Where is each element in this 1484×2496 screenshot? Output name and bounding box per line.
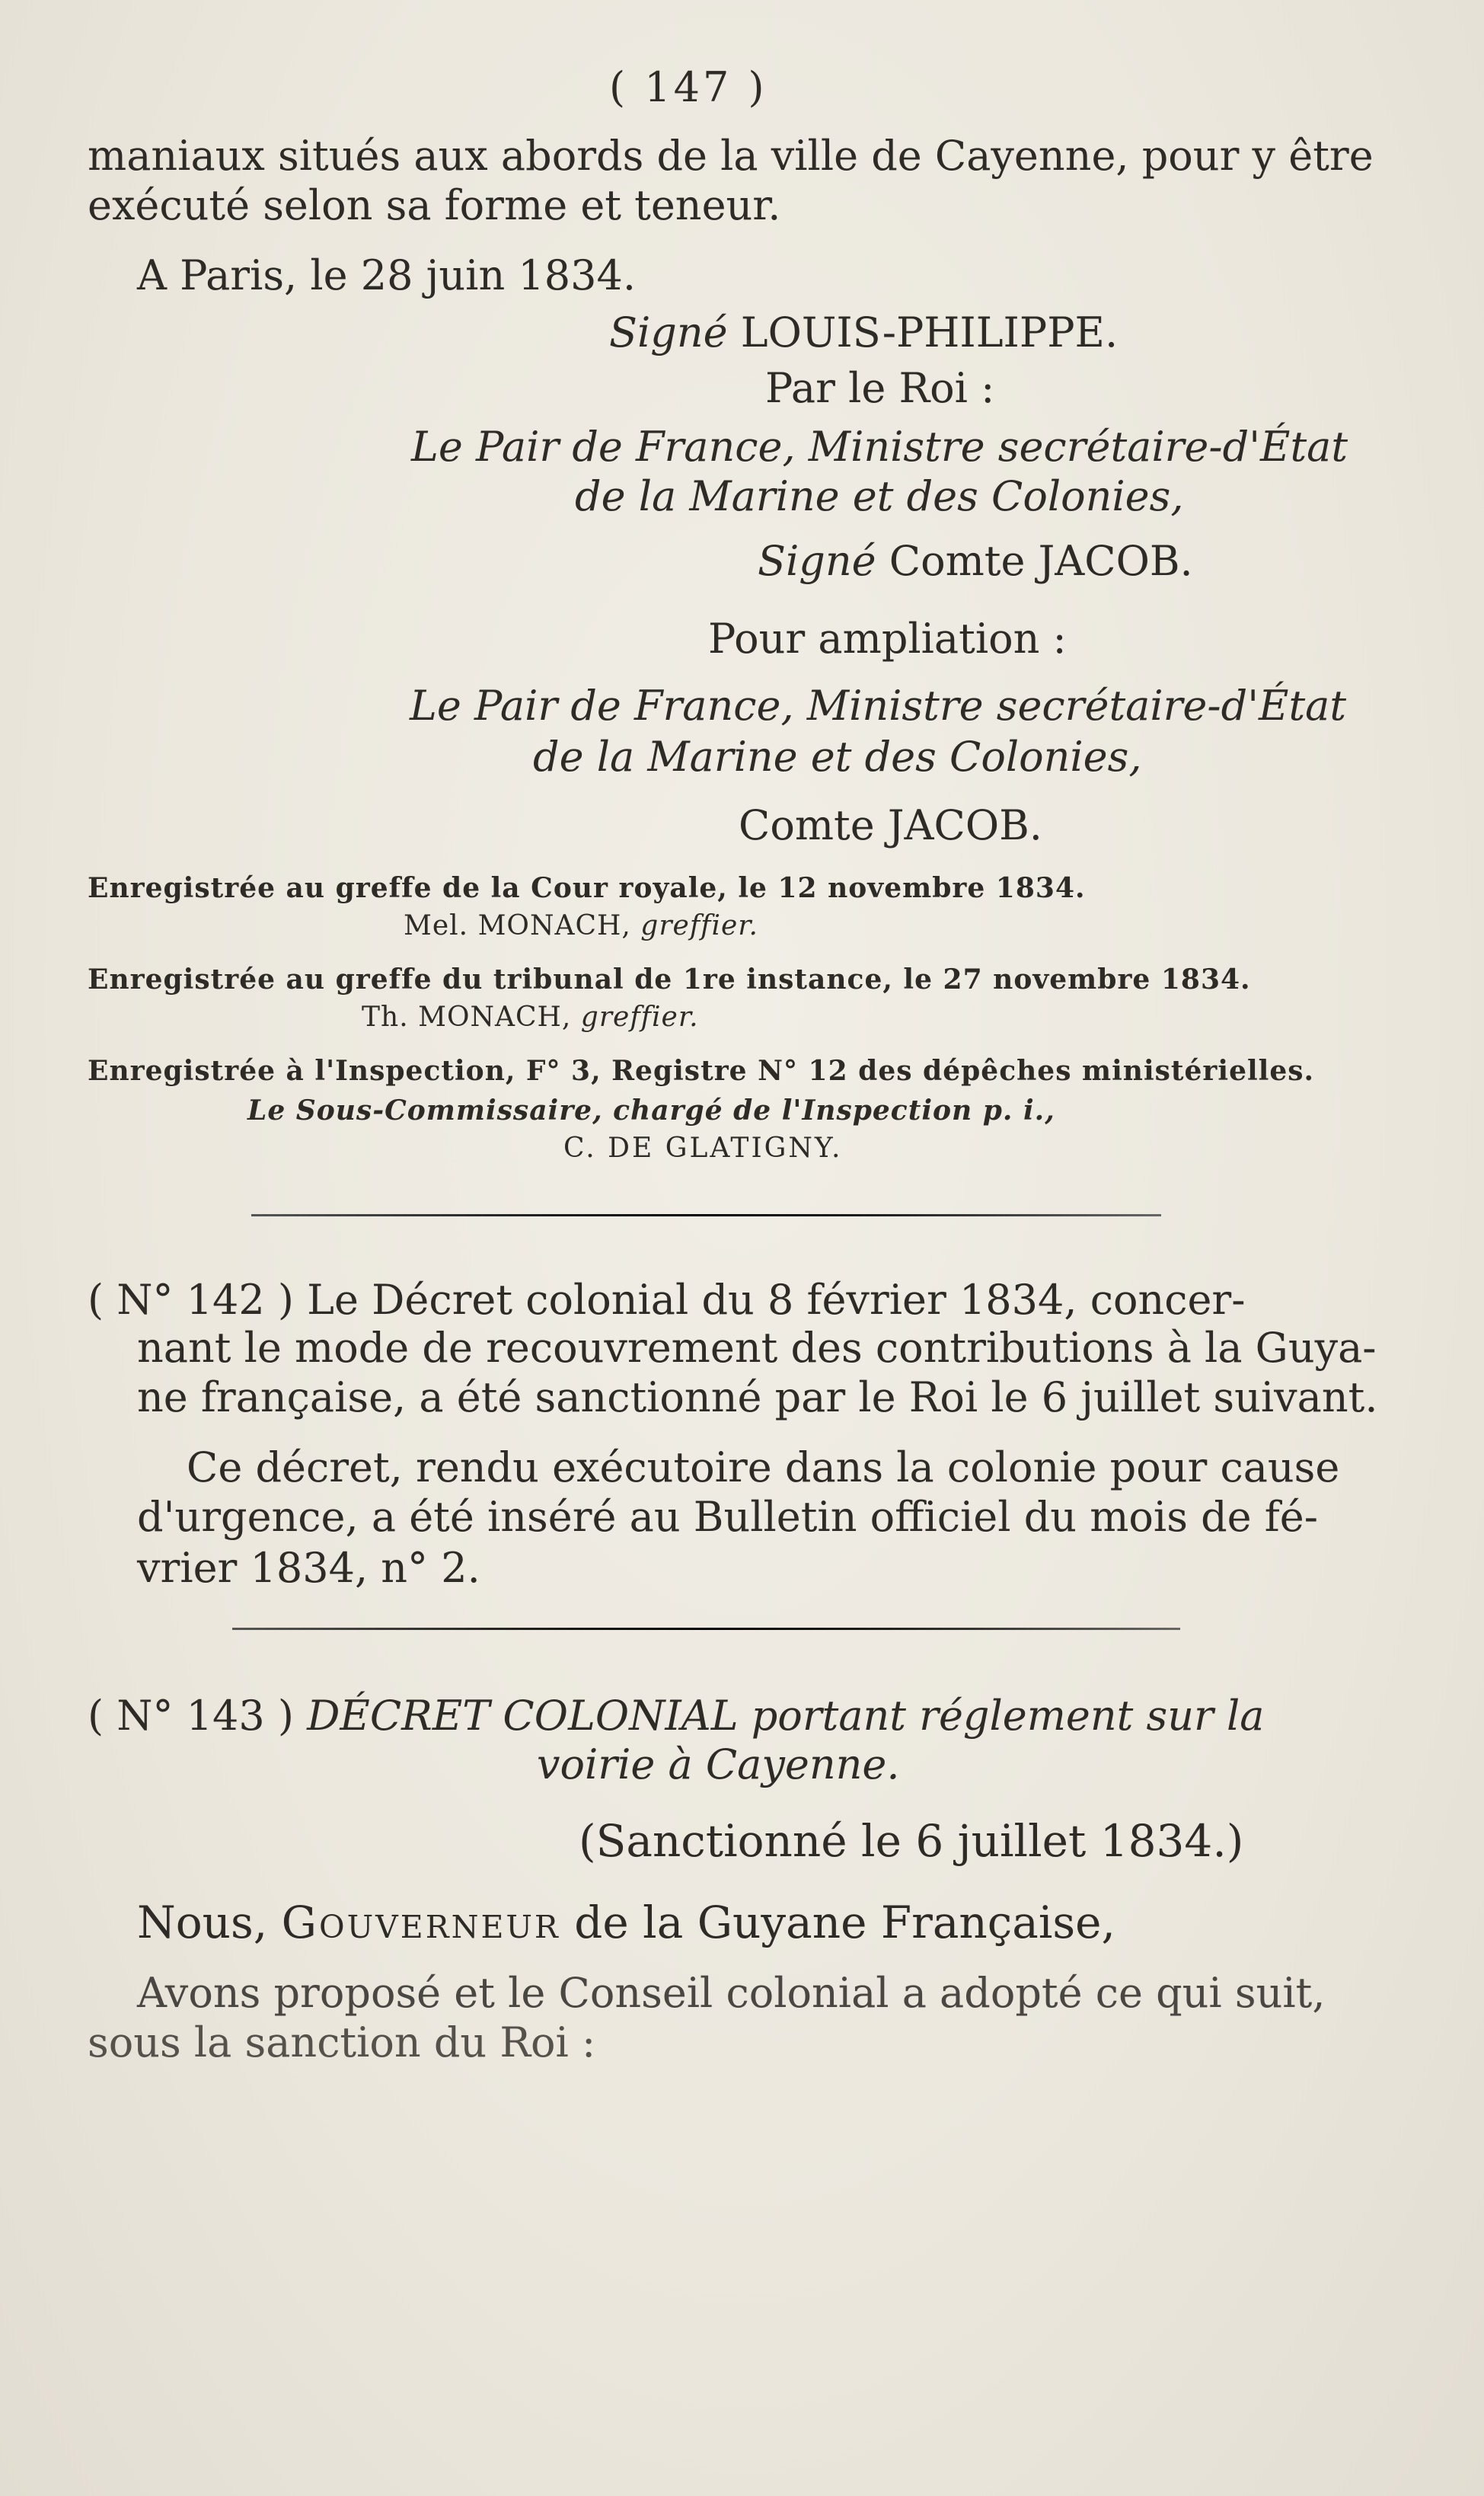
- gouverneur: Gouverneur: [281, 1897, 560, 1948]
- section-142-line-3: ne française, a été sanctionné par le Roi le 6 juillet suivant.: [137, 1373, 1378, 1421]
- registration-3-name: C. DE GLATIGNY.: [563, 1133, 843, 1164]
- reg2-sig-role: greffier.: [580, 1002, 699, 1033]
- place-date: A Paris, le 28 juin 1834.: [137, 251, 636, 299]
- section-143-avons-line-2: sous la sanction du Roi :: [88, 2018, 596, 2066]
- section-143-title-line-1: [88, 1692, 1265, 1740]
- section-142-line-2: nant le mode de recouvrement des contributions à la Guya-: [137, 1324, 1377, 1372]
- nous-suffix: de la Guyane Française,: [574, 1897, 1115, 1948]
- section-143-number: ( N° 143 ): [88, 1692, 294, 1740]
- registration-3: Enregistrée à l'Inspection, F° 3, Registre N° 12 des dépêches ministérielles.: [88, 1055, 1315, 1087]
- par-le-roi: Par le Roi :: [765, 364, 995, 412]
- minister-line-1: Le Pair de France, Ministre secrétaire-d'État: [411, 423, 1348, 471]
- top-line-2: exécuté selon sa forme et teneur.: [88, 181, 781, 229]
- reg1-sig-name: Mel. MONACH,: [404, 910, 631, 941]
- section-142-line-1: ( N° 142 ) Le Décret colonial du 8 février 1834, concer-: [88, 1276, 1246, 1324]
- registration-1-signature: [404, 912, 758, 940]
- ampliation: Pour ampliation :: [708, 615, 1067, 663]
- reg1-sig-role: greffier.: [640, 910, 759, 941]
- registration-3-role: Le Sous-Commissaire, chargé de l'Inspection p. i.,: [247, 1095, 1055, 1127]
- reg2-sig-name: Th. MONACH,: [362, 1002, 572, 1033]
- registration-2-signature: [362, 1004, 699, 1031]
- minister2-line-1: Le Pair de France, Ministre secrétaire-d'État: [410, 682, 1347, 730]
- section-143-sanction: (Sanctionné le 6 juillet 1834.): [579, 1815, 1244, 1867]
- page-number: ( 147 ): [609, 63, 768, 111]
- minister-signature: [758, 537, 1193, 585]
- minister2-line-2: de la Marine et des Colonies,: [533, 733, 1142, 781]
- minister-line-2: de la Marine et des Colonies,: [575, 472, 1184, 520]
- nous-prefix: Nous,: [137, 1897, 268, 1948]
- section-143-avons-line-1: Avons proposé et le Conseil colonial a adopté ce qui suit,: [137, 1969, 1326, 2017]
- registration-2: Enregistrée au greffe du tribunal de 1re instance, le 27 novembre 1834.: [88, 964, 1251, 996]
- section-143-title-line-2: voirie à Cayenne.: [537, 1740, 900, 1788]
- minister-name: Comte JACOB.: [889, 537, 1193, 585]
- section-143-nous: [137, 1897, 1115, 1948]
- king-name: LOUIS-PHILIPPE.: [740, 308, 1119, 356]
- section-142-line-4: Ce décret, rendu exécutoire dans la colonie pour cause: [187, 1443, 1340, 1491]
- section-143-title: DÉCRET COLONIAL portant réglement sur la: [307, 1692, 1265, 1740]
- signe-label: Signé: [609, 308, 728, 356]
- top-line-1: maniaux situés aux abords de la ville de Cayenne, pour y être: [88, 132, 1374, 180]
- registration-1: Enregistrée au greffe de la Cour royale, le 12 novembre 1834.: [88, 872, 1086, 904]
- king-signature: [609, 308, 1119, 356]
- signe-label-2: Signé: [758, 537, 876, 585]
- section-142-line-5: d'urgence, a été inséré au Bulletin officiel du mois de fé-: [137, 1493, 1318, 1541]
- section-divider-2: [232, 1628, 1180, 1630]
- minister2-name: Comte JACOB.: [739, 801, 1042, 849]
- section-divider-1: [251, 1214, 1161, 1216]
- section-142-line-6: vrier 1834, n° 2.: [137, 1544, 480, 1592]
